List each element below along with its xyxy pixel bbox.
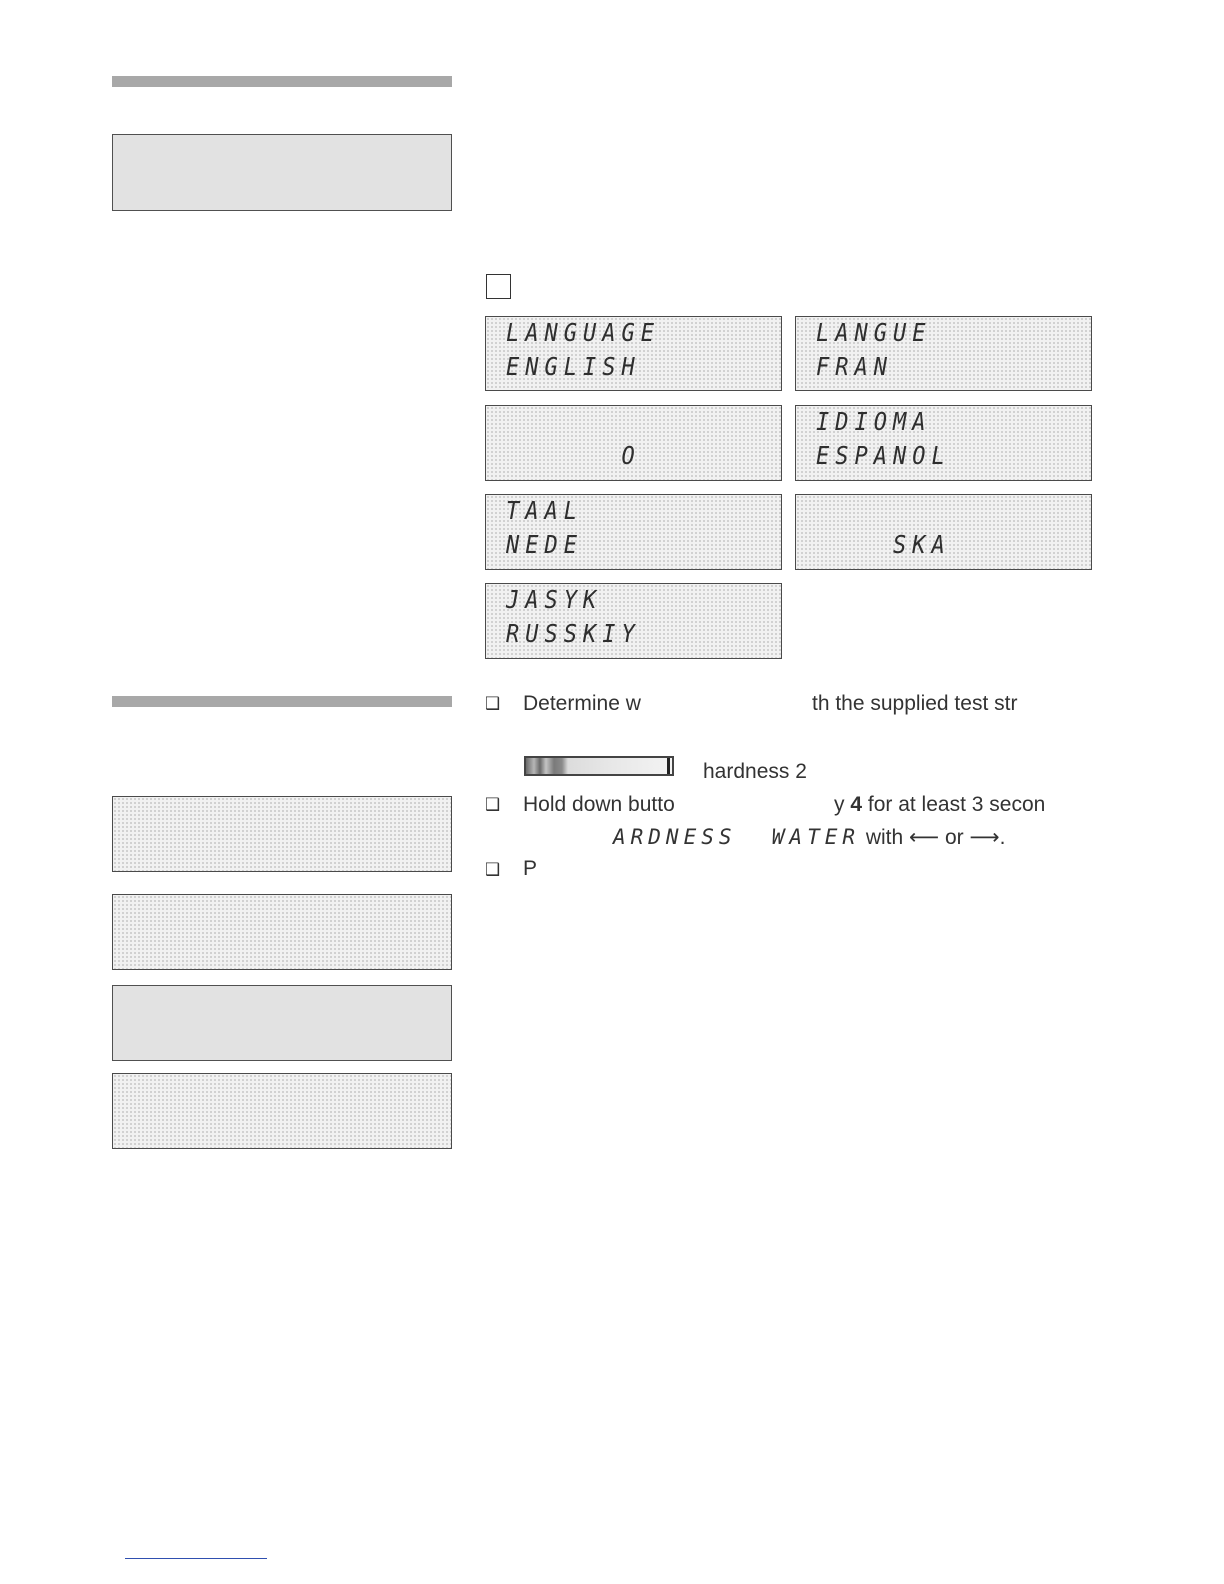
display-line-1: LANGUAGE <box>506 319 660 348</box>
arrow-right-icon: ⟶. <box>969 826 1006 849</box>
step-1-text-start: Determine w <box>523 692 641 715</box>
display-panel-empty-1 <box>112 796 452 872</box>
hardness-label: hardness 2 <box>703 760 807 783</box>
section-rule-top <box>112 76 452 87</box>
display-line-2: ESPANOL <box>816 442 951 471</box>
with-text: with <box>860 826 910 849</box>
display-language-partial-o <box>485 405 782 481</box>
display-language-english <box>485 316 782 391</box>
display-line-1: IDIOMA <box>816 408 932 437</box>
display-line-1: JASYK <box>506 586 603 615</box>
step-3-text: P <box>523 857 538 880</box>
step-2-prefix: y <box>834 793 851 816</box>
step-1-text-end: th the supplied test str <box>812 692 1018 715</box>
step-2-line-2 <box>613 825 1005 850</box>
display-line-2: RUSSKIY <box>506 620 641 649</box>
display-line-2: FRAN <box>816 353 893 382</box>
button-number: 4 <box>850 793 863 816</box>
display-language-french <box>795 316 1092 391</box>
step-2-text-end <box>834 793 1045 817</box>
test-strip-image <box>524 756 674 776</box>
display-language-dutch <box>485 494 782 570</box>
display-panel-empty-2 <box>112 894 452 970</box>
footer-link-underline <box>125 1558 267 1559</box>
step-checkbox[interactable] <box>486 274 511 299</box>
checkbox-bullet-icon: ❑ <box>485 860 501 879</box>
display-line-1: TAAL <box>506 497 583 526</box>
checkbox-bullet-icon: ❑ <box>485 795 501 814</box>
step-2-text-start: Hold down butto <box>523 793 675 816</box>
display-panel-empty-3 <box>112 1073 452 1149</box>
arrow-left-icon: ⟵ <box>909 826 940 849</box>
step-2-suffix: for at least 3 secon <box>862 793 1046 816</box>
checkbox-bullet-icon: ❑ <box>485 694 501 713</box>
or-text: or <box>939 826 970 849</box>
display-line-1: LANGUE <box>816 319 932 348</box>
note-box-bottom <box>112 985 452 1061</box>
display-language-partial-ska <box>795 494 1092 570</box>
display-readout: ARDNESS WATER <box>613 825 861 849</box>
display-line-2: NEDE <box>506 531 583 560</box>
display-line-2: ENGLISH <box>506 353 641 382</box>
display-language-russian <box>485 583 782 659</box>
display-line-2: SKA <box>816 531 951 560</box>
note-box-top <box>112 134 452 211</box>
display-language-spanish <box>795 405 1092 481</box>
display-line-2: O <box>506 442 641 471</box>
section-rule-middle <box>112 696 452 707</box>
